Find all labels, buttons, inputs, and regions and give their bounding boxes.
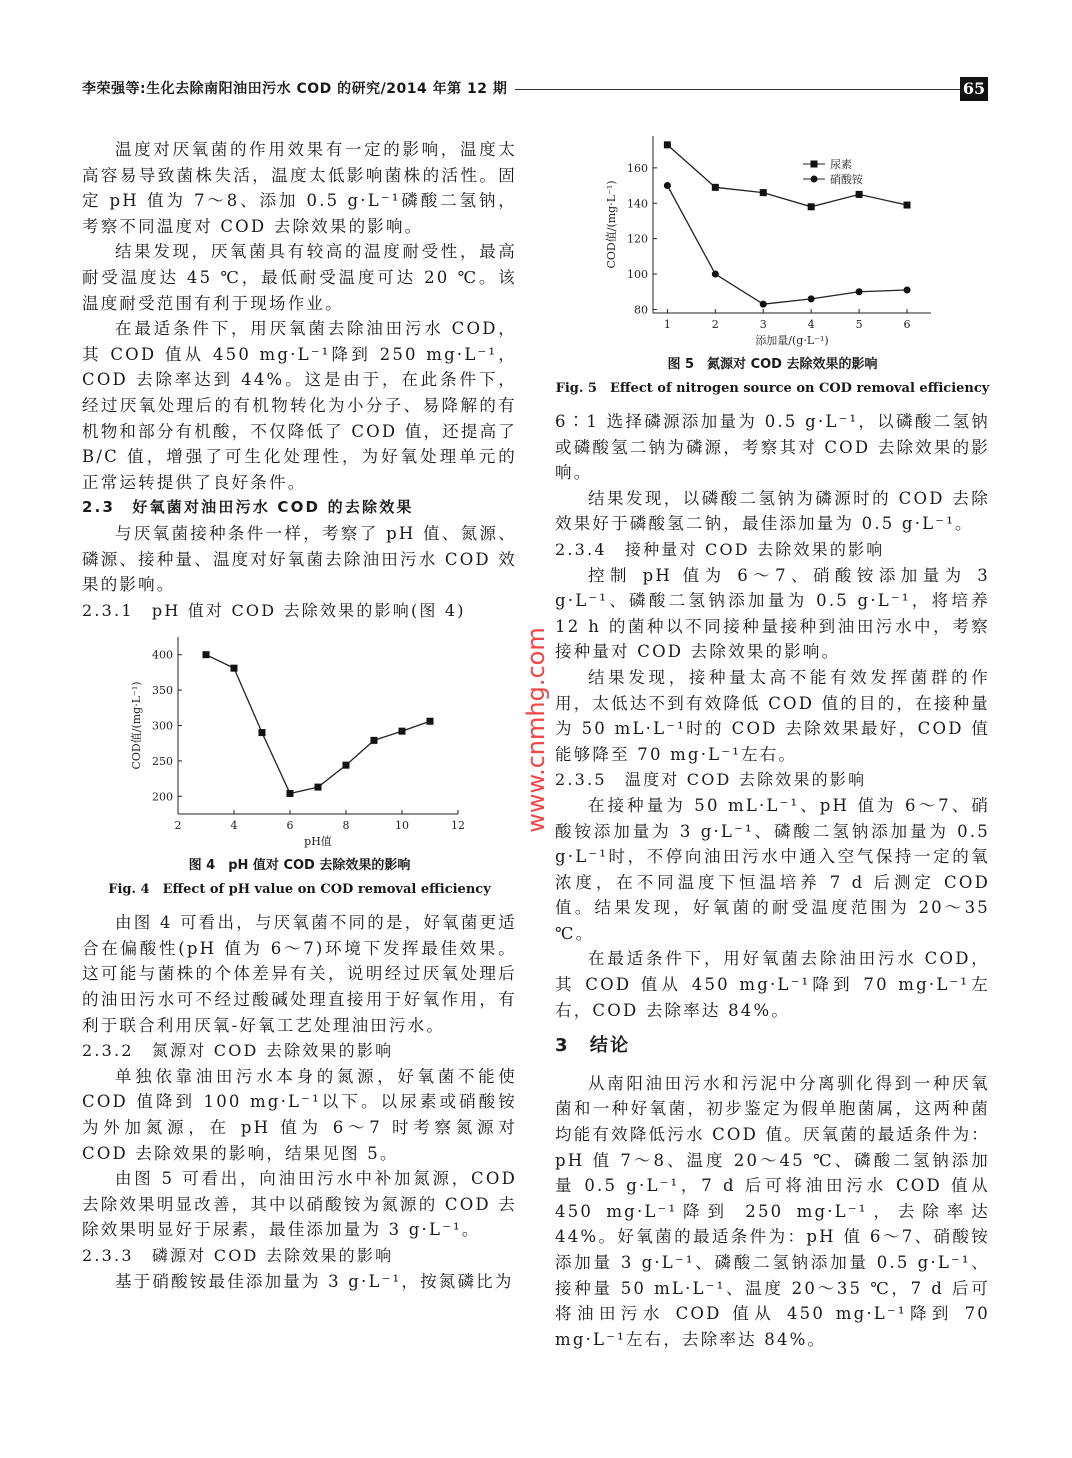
caption-zh: 图 4 pH 值对 COD 去除效果的影响 xyxy=(188,858,411,874)
x-tick-label: 6 xyxy=(903,318,911,331)
data-point xyxy=(664,182,671,189)
y-tick-label: 100 xyxy=(627,268,648,282)
series-line-0 xyxy=(667,145,907,207)
legend-label: 尿素 xyxy=(830,158,852,171)
x-tick-label: 12 xyxy=(451,819,465,833)
figure-5-caption xyxy=(555,353,990,401)
paragraph: 由图 4 可看出，与厌氧菌不同的是，好氧菌更适合在偏酸性(pH 值为 6～7)环境下发挥最佳效果。这可能与菌株的个体差异有关，说明经过厌氧处理后的油田污水可不经过酸碱处理直接用于好氧作用，有利于联合利用厌氧-好氧工艺处理油田污水。 xyxy=(82,913,517,1035)
series-line-0 xyxy=(206,655,430,794)
left-column xyxy=(82,137,517,1294)
caption-en: Fig. 5 Effect of nitrogen source on COD removal efficiency xyxy=(555,381,990,396)
data-point xyxy=(231,665,238,672)
x-axis-label: 添加量/(g·L⁻¹) xyxy=(755,334,829,347)
paragraph: 在接种量为 50 mL·L⁻¹、pH 值为 6～7、硝酸铵添加量为 3 g·L⁻¹、磷酸二氢钠添加量为 0.5 g·L⁻¹时，不停向油田污水中通入空气保持一定的氧浓度，在不同温度下恒温培养 7 d 后测定 COD 值。结果发现，好氧菌的耐受温度范围为 20～35 ℃。 xyxy=(555,795,990,943)
y-tick-label: 200 xyxy=(152,790,173,804)
data-point xyxy=(904,202,911,209)
figure-4 xyxy=(82,629,517,902)
paragraph: 结果发现，厌氧菌具有较高的温度耐受性，最高耐受温度达 45 ℃，最低耐受温度可达 20 ℃。该温度耐受范围有利于现场作业。 xyxy=(82,242,517,313)
page-number: 65 xyxy=(960,77,988,101)
data-point xyxy=(712,184,719,191)
x-axis-label: pH值 xyxy=(304,835,332,849)
data-point xyxy=(808,295,815,302)
paragraph: 控制 pH 值为 6～7、硝酸铵添加量为 3 g·L⁻¹、磷酸二氢钠添加量为 0.5 g·L⁻¹，将培养 12 h 的菌种以不同接种量接种到油田污水中，考察接种量对 COD 去除效果的影响。 xyxy=(555,565,990,662)
section-heading: 2.3 好氧菌对油田污水 COD 的去除效果 xyxy=(82,498,414,517)
data-point xyxy=(287,790,294,797)
x-tick-label: 2 xyxy=(711,318,719,331)
series-line-1 xyxy=(667,186,907,305)
figure-5 xyxy=(555,128,990,401)
y-tick-label: 80 xyxy=(634,303,648,317)
caption-en: Fig. 4 Effect of pH value on COD removal efficiency xyxy=(108,882,491,898)
data-point xyxy=(427,718,434,725)
x-tick-label: 4 xyxy=(230,819,238,833)
figure-4-chart xyxy=(120,629,480,854)
legend-marker xyxy=(811,161,818,168)
paragraph: 结果发现，接种量太高不能有效发挥菌群的作用，太低达不到有效降低 COD 值的目的，在接种量为 50 mL·L⁻¹时的 COD 去除效果最好，COD 值能够降至 70 mg·L⁻¹左右。 xyxy=(555,667,990,764)
data-point xyxy=(259,729,266,736)
legend-marker xyxy=(811,176,818,183)
paragraph: 由图 5 可看出，向油田污水中补加氮源，COD 去除效果明显改善，其中以硝酸铵为氮源的 COD 去除效果明显好于尿素，最佳添加量为 3 g·L⁻¹。 xyxy=(82,1169,517,1240)
section-heading-conclusion: 3 结论 xyxy=(555,1035,631,1057)
data-point xyxy=(315,784,322,791)
y-tick-label: 120 xyxy=(627,232,648,246)
data-point xyxy=(760,301,767,308)
subsection-heading: 2.3.5 温度对 COD 去除效果的影响 xyxy=(555,770,867,790)
right-column xyxy=(555,128,990,1352)
paragraph: 从南阳油田污水和污泥中分离驯化得到一种厌氧菌和一种好氧菌，初步鉴定为假单胞菌属，这两种菌均能有效降低污水 COD 值。厌氧菌的最适条件为：pH 值 7～8、温度 20～45 ℃、磷酸二氢钠添加量 0.5 g·L⁻¹，7 d 后可将油田污水 COD 值从 450 mg·L⁻¹降到 250 mg·L⁻¹，去除率达 44%。好氧菌的最适条件为：pH 值 6～7、硝酸铵添加量 3 g·L⁻¹、磷酸二氢钠添加量 0.5 g·L⁻¹、接种量 50 mL·L⁻¹、温度 20～35 ℃，7 d 后可将油田污水 COD 值从 450 mg·L⁻¹降到 70 mg·L⁻¹左右，去除率达 84%。 xyxy=(555,1073,990,1349)
subsection-heading: 2.3.2 氮源对 COD 去除效果的影响 xyxy=(82,1041,394,1061)
legend-label: 硝酸铵 xyxy=(830,173,863,186)
x-tick-label: 10 xyxy=(395,819,409,833)
running-header: 李荣强等:生化去除南阳油田污水 COD 的研究/2014 年第 12 期 xyxy=(82,78,515,98)
x-tick-label: 3 xyxy=(759,318,767,331)
data-point xyxy=(371,737,378,744)
y-axis-label: COD值/(mg·L⁻¹) xyxy=(130,681,143,770)
paragraph: 单独依靠油田污水本身的氮源，好氧菌不能使 COD 值降到 100 mg·L⁻¹以下。以尿素或硝酸铵为外加氮源，在 pH 值为 6～7 时考察氮源对 COD 去除效果的影响，结果见图 5。 xyxy=(82,1066,517,1163)
figure-4-caption xyxy=(82,854,517,902)
paragraph: 结果发现，以磷酸二氢钠为磷源时的 COD 去除效果好于磷酸氢二钠，最佳添加量为 0.5 g·L⁻¹。 xyxy=(555,488,990,534)
subsection-heading: 2.3.3 磷源对 COD 去除效果的影响 xyxy=(82,1246,394,1265)
paragraph: 在最适条件下，用好氧菌去除油田污水 COD，其 COD 值从 450 mg·L⁻¹降到 70 mg·L⁻¹左右，COD 去除率达 84%。 xyxy=(555,949,990,1020)
paragraph: 6∶1 选择磷源添加量为 0.5 g·L⁻¹，以磷酸二氢钠或磷酸氢二钠为磷源，考察其对 COD 去除效果的影响。 xyxy=(555,412,990,483)
x-tick-label: 1 xyxy=(663,318,671,331)
x-tick-label: 8 xyxy=(342,819,350,833)
y-tick-label: 400 xyxy=(152,648,173,662)
data-point xyxy=(808,203,815,210)
y-tick-label: 140 xyxy=(627,197,648,211)
data-point xyxy=(343,762,350,769)
y-tick-label: 350 xyxy=(152,684,173,698)
watermark: www.cnmhg.com xyxy=(522,627,550,833)
subsection-heading: 2.3.4 接种量对 COD 去除效果的影响 xyxy=(555,539,885,559)
paragraph: 基于硝酸铵最佳添加量为 3 g·L⁻¹，按氮磷比为 xyxy=(115,1271,514,1291)
caption-zh: 图 5 氮源对 COD 去除效果的影响 xyxy=(667,357,878,372)
data-point xyxy=(203,651,210,658)
paragraph: 与厌氧菌接种条件一样，考察了 pH 值、氮源、磷源、接种量、温度对好氧菌去除油田污水 COD 效果的影响。 xyxy=(82,523,517,595)
figure-5-chart xyxy=(593,128,953,353)
paragraph: 温度对厌氧菌的作用效果有一定的影响，温度太高容易导致菌株失活，温度太低影响菌株的活性。固定 pH 值为 7～8、添加 0.5 g·L⁻¹磷酸二氢钠，考察不同温度对 COD 去除效果的影响。 xyxy=(82,140,517,236)
x-tick-label: 5 xyxy=(855,318,863,331)
data-point xyxy=(904,286,911,293)
paragraph: 在最适条件下，用厌氧菌去除油田污水 COD，其 COD 值从 450 mg·L⁻¹降到 250 mg·L⁻¹，COD 去除率达到 44%。这是由于，在此条件下，经过厌氧处理后的有机物转化为小分子、易降解的有机物和部分有机酸，不仅降低了 COD 值，还提高了 B/C 值，增强了可生化处理性，为好氧处理单元的正常运转提供了良好条件。 xyxy=(82,319,517,492)
x-tick-label: 2 xyxy=(174,819,182,833)
subsection-heading: 2.3.1 pH 值对 COD 去除效果的影响(图 4) xyxy=(82,600,466,620)
y-tick-label: 160 xyxy=(627,161,648,175)
data-point xyxy=(664,141,671,148)
data-point xyxy=(399,728,406,735)
y-tick-label: 250 xyxy=(152,755,173,769)
data-point xyxy=(856,288,863,295)
data-point xyxy=(856,191,863,198)
y-tick-label: 300 xyxy=(152,719,173,733)
data-point xyxy=(760,189,767,196)
y-axis-label: COD值/(mg·L⁻¹) xyxy=(605,180,618,269)
x-tick-label: 6 xyxy=(286,819,294,833)
data-point xyxy=(712,271,719,278)
x-tick-label: 4 xyxy=(807,318,815,331)
